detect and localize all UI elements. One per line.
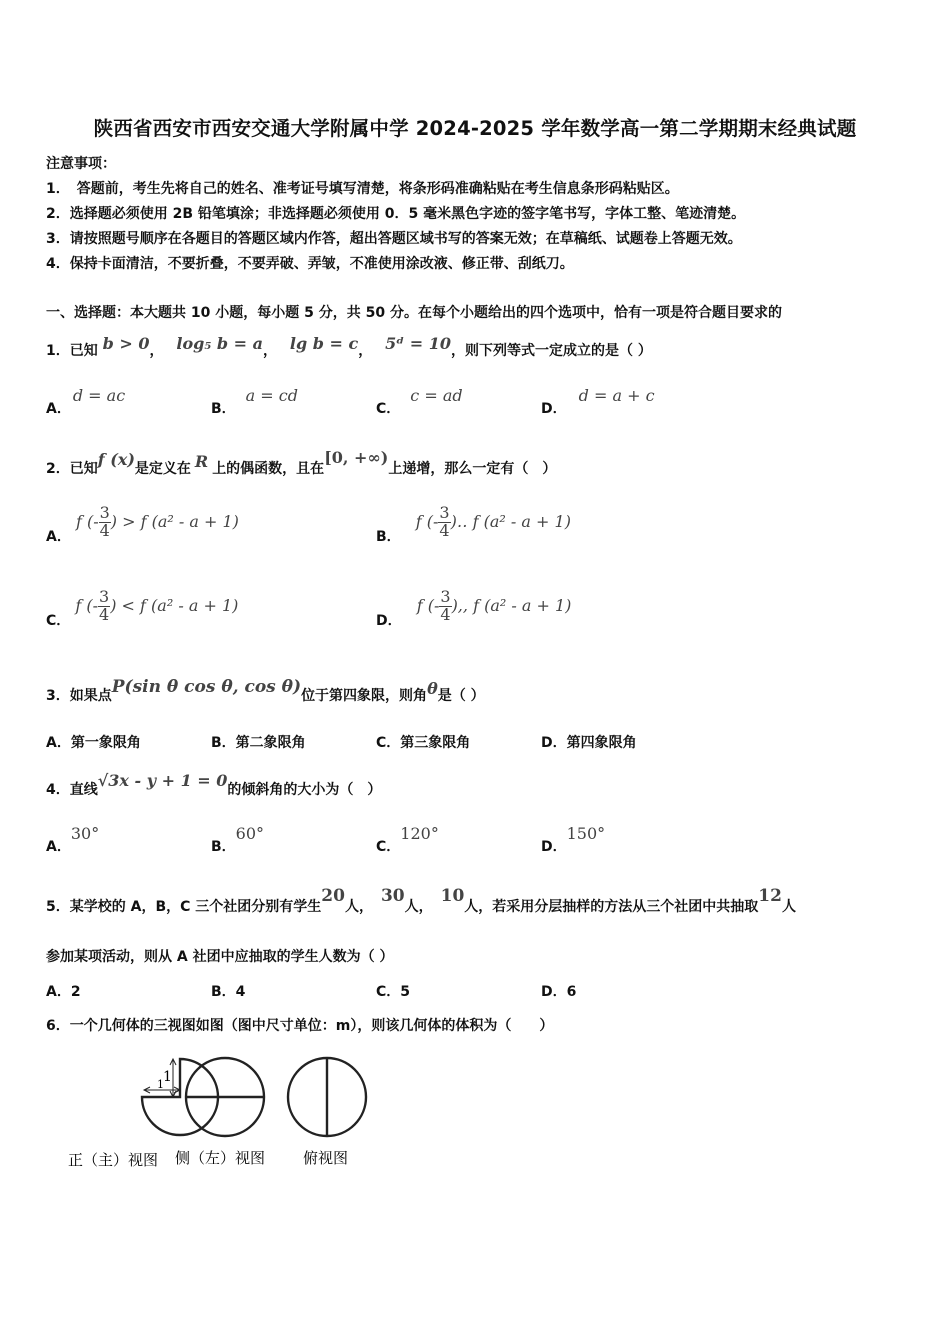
q1-option-c[interactable]: C．c = ad — [376, 386, 463, 417]
q4-stem: 4．直线√3x - y + 1 = 0的倾斜角的大小为（ ） — [46, 771, 382, 798]
q5-stem-line2: 参加某项活动，则从 A 社团中应抽取的学生人数为（ ） — [46, 949, 394, 965]
fraction: $\frac{3}{4}$ — [440, 587, 451, 624]
fraction: $\frac{3}{4}$ — [99, 587, 110, 624]
q1-math-1: b > 0 — [102, 334, 150, 353]
q2-option-a[interactable]: A． f (- $\frac{3}{4}$ ) > f (a² - a + 1) — [46, 503, 239, 545]
q3-math-point: P(sin θ cos θ, cos θ) — [111, 677, 302, 697]
q4-option-b[interactable]: B．60° — [211, 824, 265, 855]
q1-math-3: lg b = c — [289, 334, 359, 353]
q3-stem: 3．如果点P(sin θ cos θ, cos θ)位于第四象限，则角θ是（ ） — [46, 677, 485, 704]
q2-math-interval: [0, +∞) — [324, 448, 389, 467]
q2-stem: 2．已知f (x)是定义在 R 上的偶函数，且在[0, +∞)上递增，那么一定有（ ） — [46, 448, 557, 477]
q2-math-r: R — [194, 452, 209, 471]
notice-item: 2．选择题必须使用 2B 铅笔填涂；非选择题必须使用 0．5 毫米黑色字迹的签字笔书写，字体工整、笔迹清楚。 — [46, 206, 746, 222]
q5-stem: 5．某学校的 A，B，C 三个社团分别有学生20人，30人，10人，若采用分层抽样的方法从三个社团中共抽取12人 — [46, 886, 796, 915]
q1-number: 1．已知 — [46, 343, 98, 359]
q1-option-d[interactable]: D．d = a + c — [541, 386, 655, 417]
notice-item: 3．请按照题号顺序在各题目的答题区域内作答，超出答题区域书写的答案无效；在草稿纸、试题卷上答题无效。 — [46, 231, 742, 247]
dimension-label: 1 — [163, 1069, 172, 1085]
q3-option-c[interactable]: C．第三象限角 — [376, 735, 471, 751]
notice-item: 1． 答题前，考生先将自己的姓名、准考证号填写清楚，将条形码准确粘贴在考生信息条形码粘贴区。 — [46, 181, 679, 197]
q5-option-b[interactable]: B．4 — [211, 984, 246, 1000]
three-view-figure — [60, 1045, 380, 1175]
notice-heading: 注意事项： — [46, 156, 116, 172]
q1-stem — [46, 334, 652, 360]
q4-math-line: √3x - y + 1 = 0 — [97, 771, 228, 790]
q3-option-d[interactable]: D．第四象限角 — [541, 735, 637, 751]
q3-math-theta: θ — [427, 679, 438, 698]
side-view-caption: 侧（左）视图 — [175, 1149, 266, 1167]
q2-option-c[interactable]: C． f (- $\frac{3}{4}$ ) < f (a² - a + 1) — [46, 587, 239, 629]
q1-option-a[interactable]: A．d = ac — [46, 386, 126, 417]
q2-option-b[interactable]: B． f (- $\frac{3}{4}$ )‥ f (a² - a + 1) — [376, 503, 571, 545]
fraction: $\frac{3}{4}$ — [439, 503, 450, 540]
q3-option-a[interactable]: A．第一象限角 — [46, 735, 141, 751]
q2-option-d[interactable]: D． f (- $\frac{3}{4}$ ),, f (a² - a + 1) — [376, 587, 572, 629]
notice-item: 4．保持卡面清洁，不要折叠，不要弄破、弄皱，不准使用涂改液、修正带、刮纸刀。 — [46, 256, 574, 272]
side-view-drawing — [186, 1058, 264, 1136]
q1-math-4: 5ᵈ = 10 — [385, 334, 451, 353]
q1-sep: ， — [263, 343, 277, 359]
q5-option-c[interactable]: C．5 — [376, 984, 411, 1000]
q1-math-2: log₅ b = a — [176, 334, 263, 353]
section-heading: 一、选择题：本大题共 10 小题，每小题 5 分，共 50 分。在每个小题给出的四个选项中，恰有一项是符合题目要求的 — [46, 305, 782, 321]
top-view-caption: 俯视图 — [303, 1149, 349, 1167]
q1-sep: ， — [149, 343, 164, 359]
q6-stem: 6．一个几何体的三视图如图（图中尺寸单位：m），则该几何体的体积为（ ） — [46, 1018, 554, 1034]
front-view-caption: 正（主）视图 — [68, 1151, 159, 1169]
q5-option-d[interactable]: D．6 — [541, 984, 577, 1000]
q3-option-b[interactable]: B．第二象限角 — [211, 735, 306, 751]
q1-sep: ， — [358, 343, 373, 359]
top-view-drawing — [288, 1058, 366, 1136]
q2-math-fx: f (x) — [97, 450, 135, 469]
q5-option-a[interactable]: A．2 — [46, 984, 81, 1000]
q4-option-c[interactable]: C．120° — [376, 824, 439, 855]
fraction: $\frac{3}{4}$ — [99, 503, 110, 540]
page-title: 陕西省西安市西安交通大学附属中学 2024-2025 学年数学高一第二学期期末经典试题 — [93, 117, 857, 140]
q4-option-d[interactable]: D．150° — [541, 824, 606, 855]
dimension-label: 1 — [157, 1078, 164, 1091]
q1-option-b[interactable]: B．a = cd — [211, 386, 298, 417]
q4-option-a[interactable]: A．30° — [46, 824, 100, 855]
q1-tail: ，则下列等式一定成立的是（ ） — [450, 343, 652, 359]
